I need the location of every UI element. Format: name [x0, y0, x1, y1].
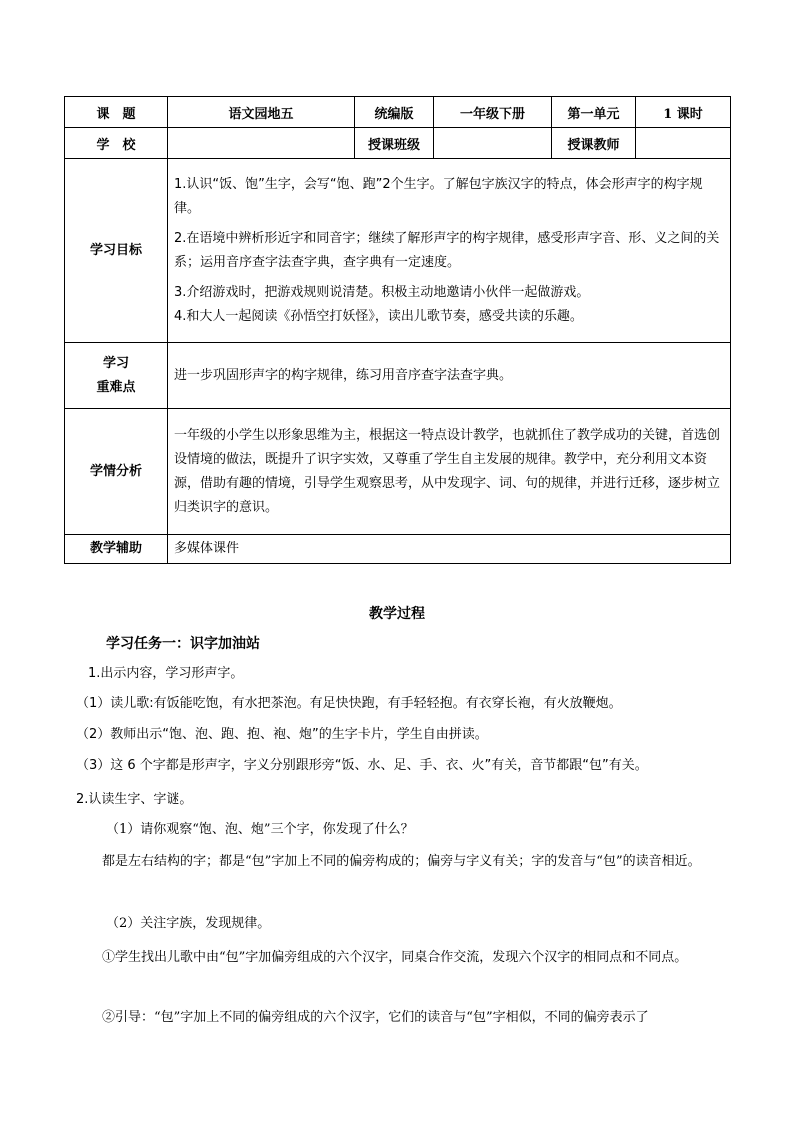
topic-label: 课 题: [65, 97, 168, 128]
school-value: [168, 128, 355, 159]
teacher-label: 授课教师: [552, 128, 636, 159]
table-row-school: [65, 128, 731, 159]
paragraph: 2.认读生字、字谜。: [76, 792, 193, 807]
paragraph: ①学生找出儿歌中由“包”字加偏旁组成的六个汉字，同桌合作交流，发现六个汉字的相同点和不同点。: [102, 950, 688, 965]
paragraph: （2）关注字族，发现规律。: [106, 916, 271, 931]
class-value: [434, 128, 552, 159]
task1-heading: [106, 632, 758, 657]
focus-label-line1: 学习: [102, 355, 129, 371]
paragraph: ②引导：“包”字加上不同的偏旁组成的六个汉字，它们的读音与“包”字相似，不同的偏旁表示了: [102, 1010, 649, 1025]
aids-label: 教学辅助: [65, 535, 168, 564]
paragraph: （1）读儿歌:有饭能吃饱，有水把茶泡。有足快快跑，有手轻轻抱。有衣穿长袍，有火放鞭炮。: [76, 696, 622, 711]
goal-item: 2.在语境中辨析形近字和同音字；继续了解形声字的构字规律，感受形声字音、形、义之间的关系；运用音序查字法查字典，查字典有一定速度。: [174, 230, 720, 270]
grade: 一年级下册: [434, 97, 552, 128]
lesson-info-table: [64, 96, 731, 564]
topic-title: 语文园地五: [168, 97, 355, 128]
focus-label: [65, 343, 168, 409]
goal-item: 1.认识“饭、饱”生字，会写“饱、跑”2个生字。了解包字族汉字的特点，体会形声字的构字规律。: [174, 176, 703, 216]
school-label: 学 校: [65, 128, 168, 159]
class-label: 授课班级: [355, 128, 434, 159]
analysis-label: 学情分析: [65, 409, 168, 535]
goals-content: [168, 159, 731, 343]
class-hours: 1 课时: [636, 97, 731, 128]
focus-content: 进一步巩固形声字的构字规律，练习用音序查字法查字典。: [168, 343, 731, 409]
table-row-topic: [65, 97, 731, 128]
paragraph: （2）教师出示“饱、泡、跑、抱、袍、炮”的生字卡片，学生自由拼读。: [76, 727, 488, 742]
table-row-analysis: [65, 409, 731, 535]
goals-label: 学习目标: [65, 159, 168, 343]
table-row-focus: [65, 343, 731, 409]
teacher-value: [636, 128, 731, 159]
goal-item: 3.介绍游戏时，把游戏规则说清楚。积极主动地邀请小伙伴一起做游戏。: [174, 284, 590, 300]
focus-label-line2: 重难点: [96, 379, 136, 395]
paragraph: （1）请你观察“饱、泡、炮”三个字，你发现了什么？: [106, 822, 414, 837]
task1-heading-text: 学习任务一：识字加油站: [106, 636, 260, 652]
analysis-content: 一年级的小学生以形象思维为主，根据这一特点设计教学，也就抓住了教学成功的关键，首选创设情境的做法，既提升了识字实效，又尊重了学生自主发展的规律。教学中，充分利用文本资源，借助有趣的情境，引导学生观察思考，从中发现字、词、句的规律，并进行迁移，逐步树立归类识字的意识。: [168, 409, 731, 535]
aids-content: 多媒体课件: [168, 535, 731, 564]
paragraph: （3）这 6 个字都是形声字，字义分别跟形旁“饭、水、足、手、衣、火”有关，音节都跟“包”有关。: [76, 758, 648, 773]
goal-item: 4.和大人一起阅读《孙悟空打妖怪》，读出儿歌节奏，感受共读的乐趣。: [174, 308, 583, 324]
table-row-goals: [65, 159, 731, 343]
process-title: 教学过程: [369, 606, 425, 622]
unit: 第一单元: [552, 97, 636, 128]
edition: 统编版: [355, 97, 434, 128]
paragraph: 都是左右结构的字；都是“包”字加上不同的偏旁构成的；偏旁与字义有关；字的发音与“包”的读音相近。: [102, 854, 701, 869]
table-row-aids: [65, 535, 731, 564]
paragraph: 1.出示内容，学习形声字。: [88, 666, 244, 681]
